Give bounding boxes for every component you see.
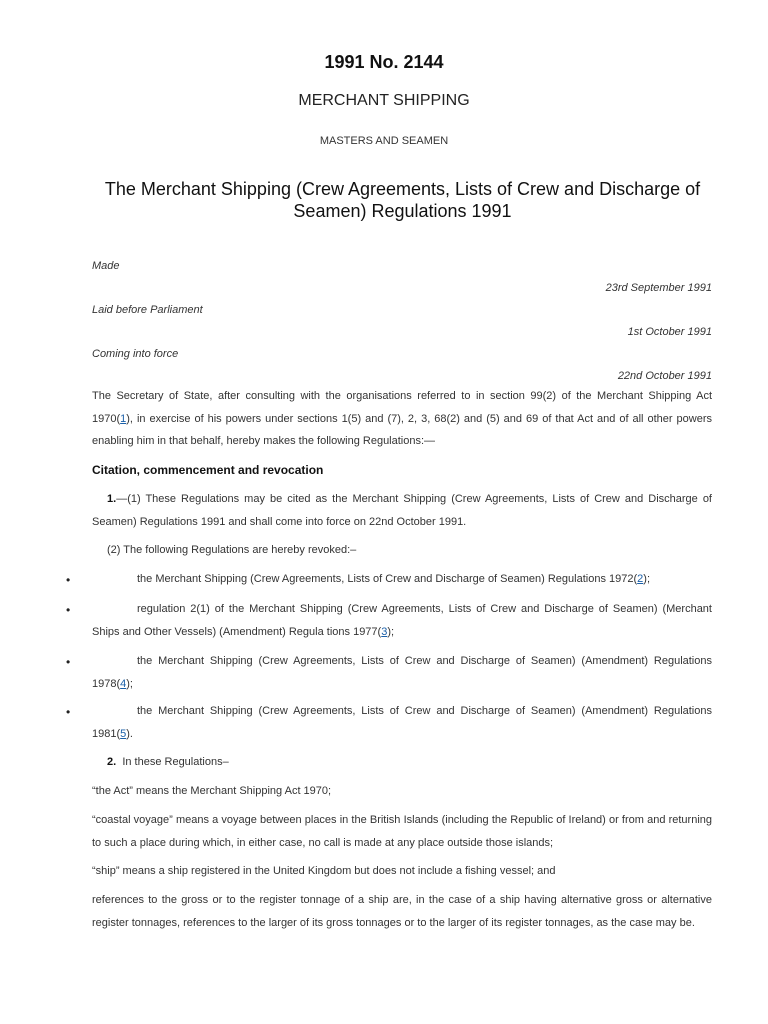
regulation-2-paragraph — [92, 751, 712, 774]
bullet-icon: • — [66, 705, 71, 719]
revoked-item-2 — [92, 598, 712, 643]
regulations-title: The Merchant Shipping (Crew Agreements, Lists of Crew and Discharge of Seamen) Regulations 1991 — [104, 179, 701, 221]
preamble-paragraph — [92, 385, 712, 453]
revoked-item-1 — [92, 568, 712, 591]
regulation-1-paragraph — [92, 488, 712, 533]
preamble-text-end: ), in exercise of his powers under sections 1(5) and (7), 2, 3, 68(2) and (5) and 69 of that Act and of all other powers enabling him in that behalf, hereby makes the following Regulations:— — [92, 412, 712, 447]
revoked-item-3 — [92, 650, 712, 695]
made-label: Made — [92, 260, 120, 272]
preamble-text-start: The Secretary of State, after consulting with the organisations referred to in section 99(2) of the Merchant Shipping Act 1970( — [92, 390, 712, 425]
definition-coastal-voyage: “coastal voyage” means a voyage between places in the British Islands (including the Republic of Ireland) or from and returning to such a place during which, in either case, no call is made at any place outside those islands; — [92, 814, 712, 849]
section-heading: Citation, commencement and revocation — [92, 463, 324, 477]
revoked-item-4-end: ). — [126, 727, 133, 740]
footnote-link-3[interactable]: 3 — [381, 625, 388, 638]
laid-label: Laid before Parliament — [92, 304, 203, 316]
revoked-item-2-text: regulation 2(1) of the Merchant Shipping (Crew Agreements, Lists of Crew and Discharge of Seamen) (Merchant Ships and Other Vessels) (Amendment) Regula tions 1977( — [92, 603, 712, 638]
regulation-1-text: —(1) These Regulations may be cited as the Merchant Shipping (Crew Agreements, Lists of Crew and Discharge of Seamen) Regulations 1991 and shall come into force on 22nd October 1991. — [92, 493, 712, 528]
bullet-icon: • — [66, 573, 71, 587]
regulation-2-text: In these Regulations– — [122, 756, 229, 768]
regulation-2-number: 2. — [107, 756, 117, 768]
revoked-item-2-end: ); — [387, 625, 395, 638]
revoked-item-4 — [92, 700, 712, 745]
coming-into-force-label: Coming into force — [92, 348, 179, 360]
regulation-1-number: 1. — [107, 493, 117, 505]
coming-into-force-date: 22nd October 1991 — [617, 370, 712, 382]
revoked-item-3-text: the Merchant Shipping (Crew Agreements, Lists of Crew and Discharge of Seamen) (Amendment) Regulations 1978( — [92, 655, 712, 690]
laid-date: 1st October 1991 — [627, 326, 712, 338]
definition-tonnage: references to the gross or to the register tonnage of a ship are, in the case of a ship having alternative gross or alternative register tonnages, references to the larger of its gross tonnages or to the larger of its register tonnages, as the case may be. — [92, 894, 712, 929]
revoked-item-1-text: the Merchant Shipping (Crew Agreements, Lists of Crew and Discharge of Seamen) Regulations 1972( — [137, 573, 638, 585]
footnote-link-4[interactable]: 4 — [120, 677, 127, 690]
footnote-link-2[interactable]: 2 — [637, 573, 644, 585]
revoked-item-4-text: the Merchant Shipping (Crew Agreements, Lists of Crew and Discharge of Seamen) (Amendment) Regulations 1981( — [92, 705, 712, 740]
instrument-number: 1991 No. 2144 — [324, 52, 444, 72]
made-date: 23rd September 1991 — [605, 282, 712, 294]
footnote-link-1[interactable]: 1 — [120, 412, 127, 425]
bullet-icon: • — [66, 603, 71, 617]
revoked-item-1-end: ); — [643, 573, 651, 585]
revoked-item-3-end: ); — [126, 677, 133, 690]
footnote-link-5[interactable]: 5 — [120, 727, 127, 740]
bullet-icon: • — [66, 655, 71, 669]
definition-ship: “ship” means a ship registered in the United Kingdom but does not include a fishing vessel; and — [92, 865, 556, 877]
subject-heading: MERCHANT SHIPPING — [298, 92, 470, 109]
subsubject-heading: MASTERS AND SEAMEN — [319, 135, 449, 147]
definition-act: “the Act” means the Merchant Shipping Act 1970; — [92, 785, 332, 797]
regulation-1-2-paragraph: (2) The following Regulations are hereby revoked:– — [107, 544, 357, 556]
